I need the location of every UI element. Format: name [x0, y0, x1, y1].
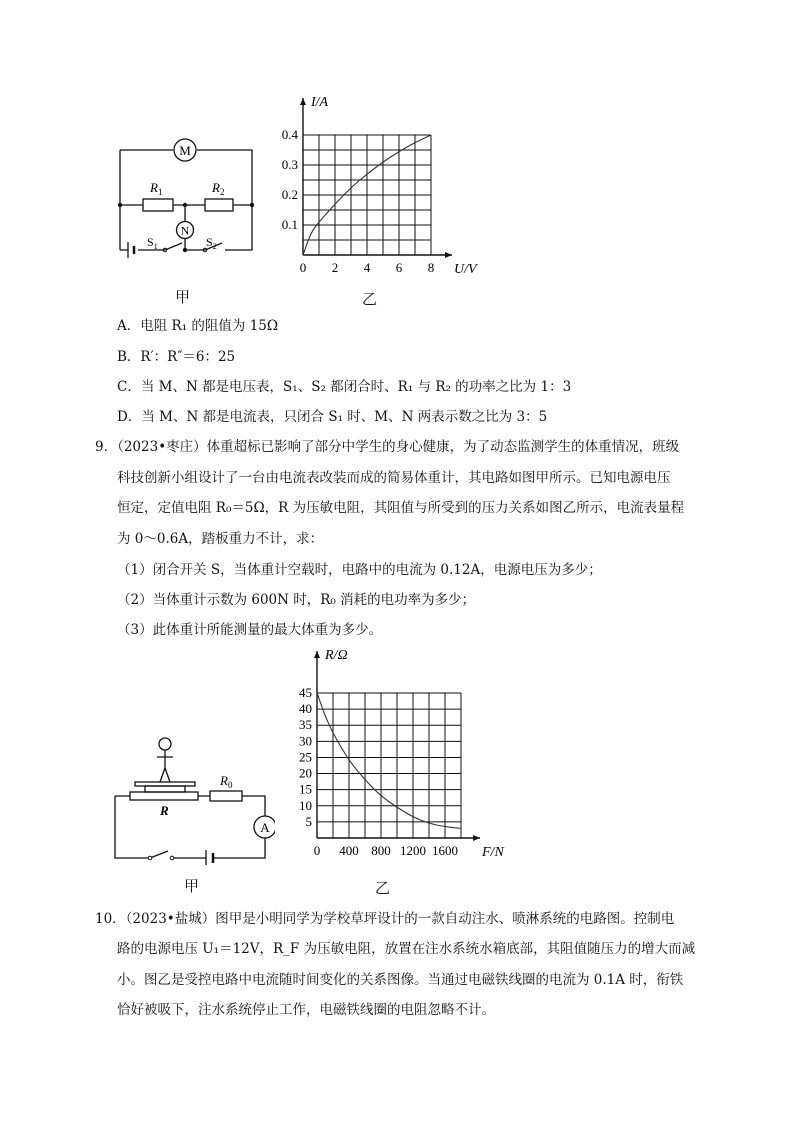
q8-option-a: A．电阻 R₁ 的阻值为 15Ω: [117, 318, 279, 334]
y-axis-arrow: [300, 98, 306, 105]
q8-fig-b-caption: 乙: [362, 290, 378, 308]
y-tick-label: 40: [299, 701, 312, 717]
q9-line-1: 9．（2023•枣庄）体重超标已影响了部分中学生的身心健康，为了动态监测学生的体重情况，班级: [95, 439, 680, 455]
y-tick-label: 45: [299, 685, 312, 700]
data-curve: [317, 693, 461, 828]
y-tick-label: 30: [299, 733, 312, 749]
x-tick-label: 6: [395, 260, 403, 275]
x-axis-arrow: [473, 835, 480, 841]
s1-label: $S_1$: [147, 235, 158, 251]
q8-option-d: D．当 M、N 都是电流表，只闭合 S₁ 时、M、N 两表示数之比为 3：5: [117, 409, 548, 425]
r-label: R: [160, 803, 169, 818]
y-tick-label: 20: [299, 765, 312, 781]
iu-chart: [280, 88, 480, 288]
q9-sub-3: （3）此体重计所能测量的最大体重为多少。: [117, 622, 383, 638]
q10-line-2: 路的电源电压 U₁＝12V，R_F 为压敏电阻，放置在注水系统水箱底部，其阻值随压力的增大而减: [117, 941, 696, 957]
q8-option-c: C．当 M、N 都是电压表，S₁、S₂ 都闭合时、R₁ 与 R₂ 的功率之比为 1：3: [117, 379, 572, 395]
r1-label: $R_1$: [150, 180, 163, 197]
x-tick-label: 0: [299, 260, 307, 275]
y-tick-label: 25: [299, 749, 312, 765]
meter-m-label: M: [179, 143, 191, 158]
r2-label: $R_2$: [212, 180, 225, 197]
y-tick-label: 35: [299, 717, 312, 733]
r0-label: $R_0$: [220, 773, 233, 790]
x-tick-label: 0: [313, 843, 321, 858]
y-tick-label: 10: [299, 797, 312, 813]
y-axis-label: R/Ω: [325, 648, 348, 663]
x-tick-label: 400: [339, 843, 359, 858]
x-axis-arrow: [445, 252, 452, 258]
q8-fig-a-caption: 甲: [175, 288, 191, 306]
x-tick-label: 800: [371, 843, 391, 858]
x-tick-label: 1200: [400, 843, 426, 858]
q9-sub-1: （1）闭合开关 S，当体重计空载时，电路中的电流为 0.12A，电源电压为多少；: [117, 562, 602, 578]
x-tick-label: 1600: [432, 843, 458, 858]
q9-line-4: 为 0～0.6A，踏板重力不计，求：: [117, 531, 324, 547]
x-tick-label: 8: [427, 260, 435, 275]
q10-line-3: 小。图乙是受控电路中电流随时间变化的关系图像。当通过电磁铁线圈的电流为 0.1A 时，衔铁: [117, 972, 684, 988]
q8-circuit-diagram: [110, 130, 260, 275]
rf-chart: [290, 643, 520, 868]
q9-sub-2: （2）当体重计示数为 600N 时，R₀ 消耗的电功率为多少；: [117, 592, 476, 608]
y-tick-label: 5: [305, 813, 312, 829]
x-tick-label: 4: [363, 260, 371, 275]
s2-label: $S_2$: [206, 235, 217, 251]
y-tick-label: 0.1: [281, 217, 298, 232]
y-tick-label: 0.2: [281, 187, 298, 202]
x-tick-label: 2: [331, 260, 339, 275]
q10-line-4: 恰好被吸下，注水系统停止工作，电磁铁线圈的电阻忽略不计。: [117, 1002, 495, 1018]
meter-n-label: N: [180, 223, 190, 238]
y-axis-arrow: [314, 651, 320, 658]
q9-line-2: 科技创新小组设计了一台由电流表改装而成的简易体重计，其电路如图甲所示。已知电源电压: [117, 470, 671, 486]
q9-line-3: 恒定，定值电阻 R₀＝5Ω，R 为压敏电阻，其阻值与所受到的压力关系如图乙所示，电流表量程: [117, 500, 685, 516]
x-axis-label: F/N: [482, 845, 504, 860]
q9-fig-b-caption: 乙: [375, 879, 391, 897]
q9-fig-a-caption: 甲: [184, 877, 200, 895]
q9-circuit-diagram: [110, 730, 275, 865]
y-tick-label: 0.4: [281, 127, 298, 142]
ammeter-label: A: [260, 820, 270, 835]
y-tick-label: 0.3: [281, 157, 298, 172]
y-axis-label: I/A: [311, 95, 329, 110]
y-tick-label: 15: [299, 781, 312, 797]
q10-line-1: 10．（2023•盐城）图甲是小明同学为学校草坪设计的一款自动注水、喷淋系统的电路图。控制电: [95, 911, 675, 927]
q8-option-b: B．R′：R″＝6：25: [117, 349, 236, 365]
x-axis-label: U/V: [454, 262, 477, 277]
